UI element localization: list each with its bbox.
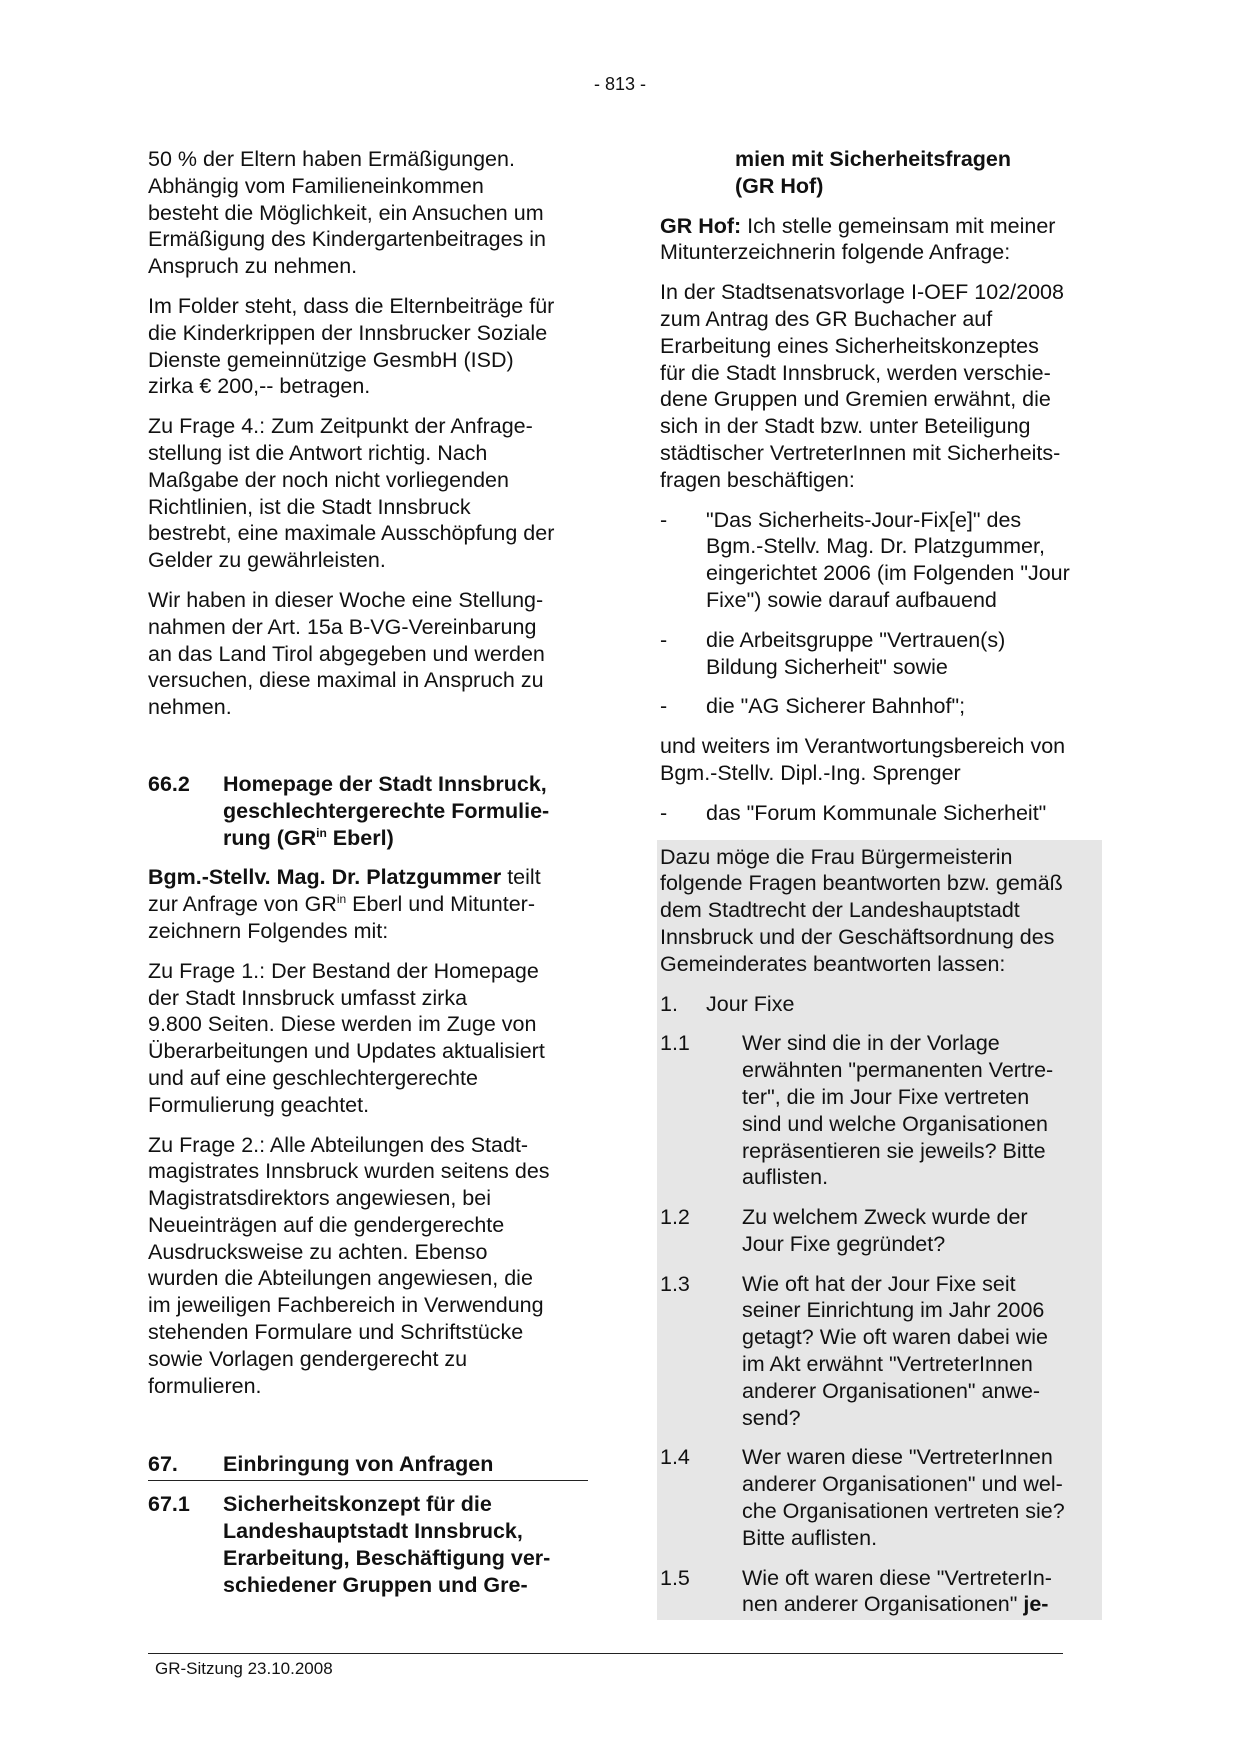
paragraph-stellungnahmen: Wir haben in dieser Woche eine Stellung- nahmen der Art. 15a B-VG-Vereinbarung an das Land Tirol abgegeben und werden versuchen, diese maximal in Anspruch zu nehmen. <box>148 587 545 720</box>
section-heading-66-2 <box>148 771 588 851</box>
questions-intro: Dazu möge die Frau Bürgermeisterin folgende Fragen beantworten bzw. gemäß dem Stadtrecht der Landeshauptstadt Innsbruck und der Geschäftsordnung des Gemeinderates beantworten lassen: <box>660 844 1063 976</box>
paragraph-frage-2: Zu Frage 2.: Alle Abteilungen des Stadt- magistrates Innsbruck wurden seitens des Magistratsdirektors angewiesen, bei Neueinträgen auf die gendergerechte Ausdrucksweise zu achten. Ebenso wurden die Abteilungen angewiesen, die im jeweiligen Fachbereich in Verwendung stehenden Formulare und Schriftstücke sowie Vorlagen gendergerecht zu formulieren. <box>148 1132 550 1398</box>
question-1-1 <box>660 1030 1102 1191</box>
list-item: - die Arbeitsgruppe "Vertrauen(s) Bildung Sicherheit" sowie <box>660 627 1006 679</box>
question-text: Zu welchem Zweck wurde der Jour Fixe gegründet? <box>742 1205 1028 1256</box>
section-number: 67.1 <box>148 1492 190 1517</box>
question-number: 1.2 <box>660 1205 690 1230</box>
footer-divider <box>148 1653 1063 1654</box>
list-item: - "Das Sicherheits-Jour-Fix[e]" des Bgm.-Stellv. Mag. Dr. Platzgummer, eingerichtet 2006 (im Folgenden "Jour Fixe") sowie darauf aufbauend <box>660 507 1070 612</box>
section-heading-67 <box>148 1451 588 1481</box>
question-text: Wie oft hat der Jour Fixe seit seiner Einrichtung im Jahr 2006 getagt? Wie oft waren dabei wie im Akt erwähnt "VertreterInnen anderer Organisationen" anwe- send? <box>742 1271 1048 1430</box>
paragraph-platzgummer: Bgm.-Stellv. Mag. Dr. Platzgummer teilt zur Anfrage von $GR^{in}$ Eberl und Mitunter- zeichnern Folgendes mit: <box>148 865 541 943</box>
paragraph-sprenger: und weiters im Verantwortungsbereich von Bgm.-Stellv. Dipl.-Ing. Sprenger <box>660 734 1066 785</box>
paragraph-ermaessigungen: 50 % der Eltern haben Ermäßigungen. Abhängig vom Familieneinkommen besteht die Möglichkeit, ein Ansuchen um Ermäßigung des Kindergartenbeitrages in Anspruch zu nehmen. <box>148 147 546 279</box>
question-number: 1.4 <box>660 1445 690 1470</box>
questions-box <box>657 840 1102 1621</box>
question-1-2 <box>660 1204 1102 1258</box>
question-1-3 <box>660 1271 1102 1432</box>
list-item: - das "Forum Kommunale Sicherheit" <box>660 800 1047 825</box>
section-title: Einbringung von Anfragen <box>223 1452 494 1477</box>
question-text: Wer waren diese "VertreterInnen anderer Organisationen" und wel- che Organisationen vertreten sie? Bitte auflisten. <box>742 1445 1065 1550</box>
question-1 <box>660 991 1102 1018</box>
paragraph-stadtsenatsvorlage: In der Stadtsenatsvorlage I-OEF 102/2008 zum Antrag des GR Buchacher auf Erarbeitung eines Sicherheitskonzeptes für die Stadt Innsbruck, werden verschie- dene Gruppen und Gremien erwähnt, die sich in der Stadt bzw. unter Beteiligung städtischer VertreterInnen mit Sicherheits- fragen beschäftigen: <box>660 280 1064 492</box>
section-number: 67. <box>148 1452 178 1477</box>
paragraph-folder: Im Folder steht, dass die Elternbeiträge für die Kinderkrippen der Innsbrucker Soziale Dienste gemeinnützige GesmbH (ISD) zirka € 200,-- betragen. <box>148 293 555 399</box>
section-title-continued: mien mit Sicherheitsfragen (GR Hof) <box>735 147 1011 198</box>
question-number: 1.1 <box>660 1031 690 1056</box>
list-item: - die "AG Sicherer Bahnhof"; <box>660 694 966 719</box>
question-1-4 <box>660 1444 1102 1551</box>
dash-bullet: - <box>660 694 668 719</box>
question-text: Jour Fixe <box>706 991 795 1016</box>
section-title: Sicherheitskonzept für die Landeshauptstadt Innsbruck, Erarbeitung, Beschäftigung ver- schiedener Gruppen und Gre- <box>223 1492 551 1597</box>
page-number: - 813 - <box>593 74 647 94</box>
paragraph-gr-hof: GR Hof: Ich stelle gemeinsam mit meiner Mitunterzeichnerin folgende Anfrage: <box>660 213 1056 265</box>
dash-bullet: - <box>660 507 668 532</box>
section-number: 66.2 <box>148 771 190 796</box>
dash-bullet: - <box>660 800 668 825</box>
left-column <box>148 146 588 1611</box>
question-number: 1. <box>660 991 678 1016</box>
question-1-5 <box>660 1565 1102 1619</box>
question-number: 1.3 <box>660 1271 690 1296</box>
section-heading-67-1-continued <box>660 146 1102 200</box>
question-number: 1.5 <box>660 1565 690 1590</box>
right-column <box>660 146 1102 1620</box>
section-title: Homepage der Stadt Innsbruck, geschlechtergerechte Formulie- rung ($GR^{in}$ Eberl) <box>223 771 550 850</box>
question-text: Wie oft waren diese "VertreterIn- nen anderer Organisationen" je- <box>742 1565 1052 1617</box>
question-text: Wer sind die in der Vorlage erwähnten "permanenten Vertre- ter", die im Jour Fixe vertreten sind und welche Organisationen repräsentieren sie jeweils? Bitte auflisten. <box>742 1031 1054 1190</box>
dash-bullet: - <box>660 627 668 652</box>
paragraph-frage-4: Zu Frage 4.: Zum Zeitpunkt der Anfrage- stellung ist die Antwort richtig. Nach Maßgabe der noch nicht vorliegenden Richtlinien, ist die Stadt Innsbruck bestrebt, eine maximale Ausschöpfung der Gelder zu gewährleisten. <box>148 414 555 573</box>
section-heading-67-1 <box>148 1491 588 1598</box>
footer-session-date: GR-Sitzung 23.10.2008 <box>155 1659 333 1678</box>
paragraph-frage-1: Zu Frage 1.: Der Bestand der Homepage der Stadt Innsbruck umfasst zirka 9.800 Seiten. Diese werden im Zuge von Überarbeitungen und Updates aktualisiert und auf eine geschlechtergerechte Formulierung geachtet. <box>148 958 545 1117</box>
